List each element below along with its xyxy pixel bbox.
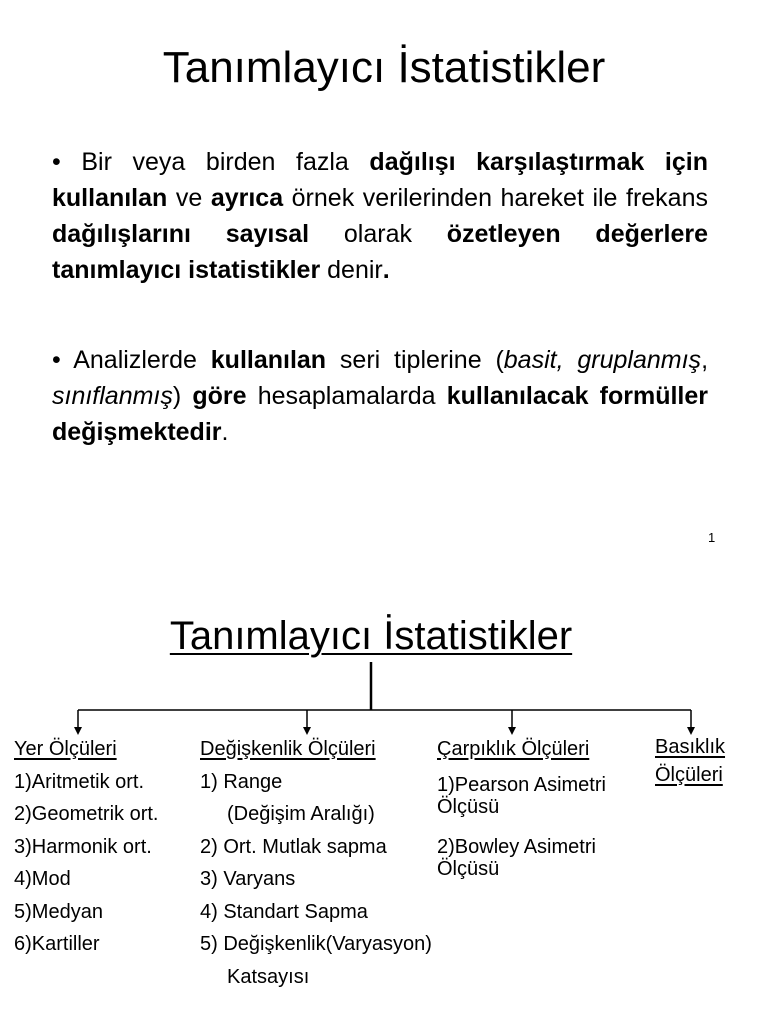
text: , [701, 346, 709, 374]
list-item: 4)Mod [14, 868, 71, 890]
text: denir [320, 256, 383, 284]
list-item: 1)Pearson Asimetri [437, 773, 606, 796]
bold-text: ayrıca [210, 184, 284, 212]
branch-carpiklik-olculeri [437, 733, 606, 880]
branch-heading-line-1: Basıklık [655, 736, 726, 758]
bullet-dot: • [52, 148, 61, 176]
text: Analizlerde [60, 346, 211, 374]
text: olarak [309, 220, 447, 248]
list-item: Ölçüsü [437, 857, 500, 880]
text: hesaplamalarda [246, 382, 447, 410]
slide2-title-text: Tanımlayıcı İstatistikler [169, 614, 573, 658]
list-item: 5)Medyan [14, 900, 103, 923]
branch-heading: Yer Ölçüleri [14, 738, 117, 760]
branch-yer-olculeri [14, 733, 158, 961]
list-item: (Değişim Aralığı) [227, 803, 375, 825]
bullet-dot: • [52, 346, 61, 374]
list-item: 2) Ort. Mutlak sapma [200, 835, 387, 858]
text: ) [172, 382, 193, 410]
list-item: 1)Aritmetik ort. [14, 770, 145, 793]
list-item: 5) Değişkenlik(Varyasyon) [200, 933, 432, 955]
text: ve [167, 184, 211, 212]
list-item: 4) Standart Sapma [200, 900, 368, 923]
branch-degiskenlik-olculeri [200, 733, 432, 993]
branch-basiklik-olculeri [655, 733, 725, 789]
list-item: Ölçüsü [437, 795, 500, 818]
list-item: Katsayısı [227, 965, 310, 988]
page-number: 1 [708, 530, 716, 545]
list-item: 2)Bowley Asimetri [437, 835, 596, 858]
text: Bir veya birden fazla [60, 148, 370, 176]
italic-text: basit, gruplanmış [503, 346, 702, 374]
list-item: 6)Kartiller [14, 933, 100, 955]
text: seri tiplerine ( [326, 346, 504, 374]
bold-text: dağılışlarını sayısal [52, 220, 310, 248]
text: örnek verilerinden hareket ile frekans [283, 184, 708, 212]
branch-heading-line-2: Ölçüleri [655, 764, 723, 786]
bold-text: tanımlayıcı istatistikler [52, 256, 321, 284]
text: . [221, 418, 229, 446]
bold-text: kullanılan [210, 346, 327, 374]
bold-text: . [382, 256, 390, 284]
branch-heading: Çarpıklık Ölçüleri [437, 738, 590, 760]
bold-text: dağılışı karşılaştırmak için kullanılan [52, 148, 708, 212]
list-item: 2)Geometrik ort. [14, 803, 159, 825]
bold-text: göre [192, 382, 247, 410]
italic-text: sınıflanmış [52, 382, 173, 410]
branch-heading: Değişkenlik Ölçüleri [200, 738, 376, 760]
bold-text: özetleyen değerlere [446, 220, 708, 248]
list-item: 3) Varyans [200, 868, 296, 890]
list-item: 1) Range [200, 770, 283, 793]
list-item: 3)Harmonik ort. [14, 835, 152, 858]
slide1-title: Tanımlayıcı İstatistikler [162, 43, 606, 92]
bold-text: kullanılacak formüller değişmektedir [52, 382, 708, 446]
